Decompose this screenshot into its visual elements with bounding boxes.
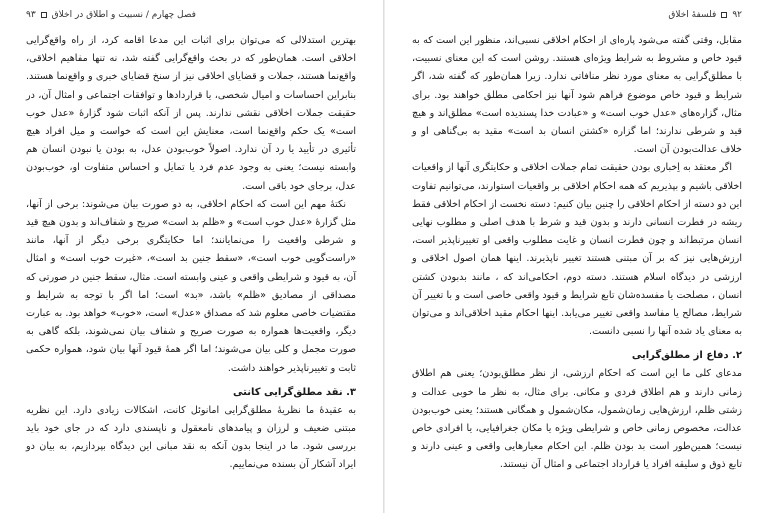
left-page-number: ۹۳ xyxy=(26,10,36,20)
right-paragraph-3: مدعای کلی ما این است که احکام ارزشی، از نظر مطلق‌بودن؛ یعنی هم اطلاق زمانی دارند و هم اطلاق فردی و مکانی. برای مثال، به نظر ما خوبی عدالت و زشتی ظلم، ارزش‌هایی زمان‌شمول، مکان‌شمول و همگانی هستند؛ یعنی خوب‌بودن عدالت، مخصوص زمانی خاص و شرایطی ویژه یا مکان جغرافیایی، یا افرادی خاص نیست؛ همین‌طور است بد بودن ظلم. این احکام معیارهایی واقعی و عینی دارند و تابع ذوق و سلیقه افراد یا قرارداد اجتماعی و امثال آن نیستند. xyxy=(412,368,742,471)
right-running-head xyxy=(412,8,742,22)
left-section-heading: ۳. نقد مطلق‌گرایی کانتی xyxy=(233,386,356,398)
square-ornament-icon xyxy=(41,12,47,18)
left-paragraph-1: بهترین استدلالی که می‌توان برای اثبات این مدعا اقامه کرد، از راه واقع‌گرایی اخلاقی است. همان‌طور که در بحث واقع‌گرایی گفته شد، نه تنها مفاهیم اخلاقی، واقع‌نما هستند، جملات و قضایای اخلاقی نیز از سنخ قضایای خبری و واقع‌نما هستند. بنابراین احساسات و امیال شخصی، یا قراردادها و توافقات اجتماعی و امثال آن، در حقیقت جملات اخلاقی نقشی ندارند. پس از آنکه اثبات شود گزارهٔ «عدل خوب است» یک حکم واقع‌نما است، معنایش این است که خواست و میل افراد هیچ تأثیری در تأیید یا رد آن ندارد. اصولاً خوب‌بودن عدل، به بودن یا نبودن انسان هم وابسته نیست؛ یعنی به وجود عدم فرد یا تمایل و احساس متفاوت او، خوب‌بودن عدل، برجای خود باقی است. xyxy=(26,35,356,192)
left-running-title: فصل چهارم / نسبیت و اطلاق در اخلاق xyxy=(51,10,196,20)
right-section-heading: ۲. دفاع از مطلق‌گرایی xyxy=(631,350,742,362)
square-ornament-icon xyxy=(721,12,727,18)
left-running-head xyxy=(26,8,356,22)
left-paragraph-2: نکتهٔ مهم این است که احکام اخلاقی، به دو صورت بیان می‌شوند: برخی از آنها، مثل گزارهٔ «عدل خوب است» و «ظلم بد است» صریح و شفاف‌اند و بدون هیچ قید و شرطی واقعیت را می‌نمایانند؛ اما حکایتگری برخی دیگر از آنها، مانند «راست‌گویی خوب است»، «سقط جنین بد است»، «غیرت خوب است» و امثال آن، به قیود و شرایطی واقعی و عینی وابسته است. مثال، سقط جنین در صورتی که مصداقی از مصادیق «ظلم» باشد، «بد» است؛ اما اگر با توجه به شرایط و مقتضیات خاصی معلوم شد که مصداق «عدل» است، «خوب» خواهد بود. به عبارت دیگر، واقعیت‌ها همواره به صورت صریح و شفاف بیان نمی‌شوند، بلکه گاهی به صورت مجمل و کلی بیان می‌شوند؛ اما اگر همهٔ قیود آنها بیان شود، همواره حکمی ثابت و تغییرناپذیر خواهند داشت. xyxy=(26,198,356,374)
right-running-title: فلسفهٔ اخلاق xyxy=(668,10,717,20)
right-page xyxy=(384,0,768,513)
right-page-number: ۹۲ xyxy=(732,10,742,20)
right-paragraph-2: اگر معتقد به اِخباری بودن حقیقت تمام جملات اخلاقی و حکایتگری آنها از واقعیات اخلاقی باشیم و بپذیریم که همه احکام اخلاقی بر واقعیات استوارند، می‌توانیم تفاوت این دو دسته از احکام اخلاقی را چنین بیان کنیم: دسته نخست از احکام اخلاقی فقط ریشه در فطرت انسانی دارند و بدون قید و شرط با هدف اصلی و مطلوب نهایی انسان مرتبط‌اند و چون فطرت انسان و غایت مطلوب واقعی او تغییرناپذیر است، ارزش‌هایی نیز که بر آن مبتنی هستند تغییر ناپذیرند. اینها همان اصول اخلاقی و ارزشی در دیدگاه اسلام هستند. دسته دوم، احکامی‌اند که ، مانند بدبودن کشتن انسان ، مصلحت یا مفسده‌شان تابع شرایط و قیود واقعی خاصی است و با تغییر آن شرایط، مصالح یا مفاسد واقعی تغییر می‌یابد. اینها احکام مقید اخلاقی‌اند و می‌توان به معنای یاد شده آنها را نسبی دانست. xyxy=(412,162,742,338)
right-paragraph-1: مقابل، وقتی گفته می‌شود پاره‌ای از احکام اخلاقی نسبی‌اند، منظور این است که به قیود خاص و مشروط به شرایط ویژه‌ای هستند. روشن است که این معنای نسبیت، با مطلق‌گرایی به معنای مورد نظر منافاتی ندارد. زیرا همان‌طور که گفته شد، اگر شرایط و قیود خاص موضوع فراهم شود آنها نیز احکامی مطلق خواهند بود. برای مثال، گزاره‌های «عدل خوب است» و «عبادت خدا پسندیده است» مطلق‌اند و هیچ قید و شرطی ندارند؛ اما گزاره «کشتن انسان بد است» مقید به بی‌گناهی او و خلاف عدالت‌بودن آن است. xyxy=(412,35,742,156)
left-paragraph-3: به عقیدهٔ ما نظریهٔ مطلق‌گرایی امانوئل کانت، اشکالات زیادی دارد. این نظریه مبتنی ضعیف و لرزان و پیامدهای نامعقول و ناپسندی دارد که در جای خود باید بررسی شود. ما در اینجا بدون آنکه به نقد مبانی این دیدگاه بپردازیم، به بیان دو ایراد آشکار آن بسنده می‌نماییم. xyxy=(26,404,356,471)
